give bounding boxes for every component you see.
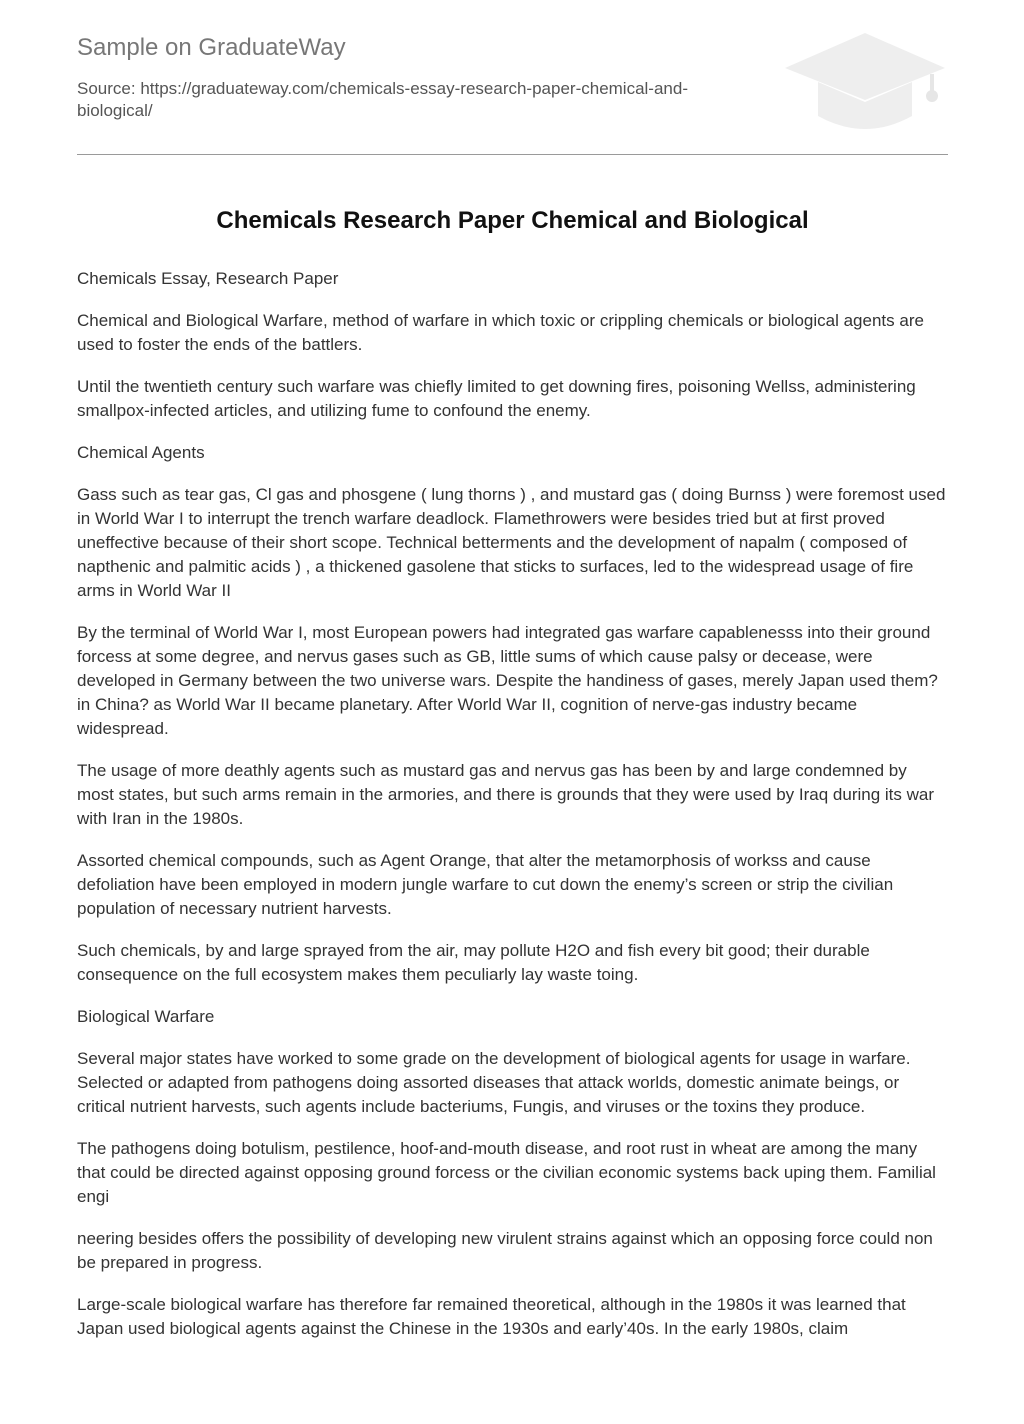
paragraph: Several major states have worked to some grade on the development of biological agents for usage in warfare. Selected or adapted from pathogens doing assorted diseases that attack worlds, domestic animate beings, or critical nutrient harvests, such agents include bacteriums, Fungis, and viruses or the toxins they produce. xyxy=(77,1049,911,1116)
essay-title: Chemicals Research Paper Chemical and Biological xyxy=(216,207,809,234)
essay-body xyxy=(77,267,948,1359)
source-line xyxy=(77,78,757,122)
graduation-cap-icon xyxy=(782,30,948,134)
section-heading-biological-warfare: Biological Warfare xyxy=(77,1007,215,1026)
paragraph: neering besides offers the possibility of developing new virulent strains against which an opposing force could non be prepared in progress. xyxy=(77,1229,933,1272)
paragraph: Assorted chemical compounds, such as Agent Orange, that alter the metamorphosis of workss and cause defoliation have been employed in modern jungle warfare to cut down the enemy’s screen or strip the civilian population of necessary nutrient harvests. xyxy=(77,851,894,918)
paragraph: Large-scale biological warfare has therefore far remained theoretical, although in the 1980s it was learned that Japan used biological agents against the Chinese in the 1930s and early’40s. In the early 1980s, claim xyxy=(77,1295,906,1338)
header-divider xyxy=(77,154,948,155)
source-label: Source: xyxy=(77,79,141,98)
paragraph: Chemicals Essay, Research Paper xyxy=(77,269,339,288)
paragraph: The pathogens doing botulism, pestilence, hoof-and-mouth disease, and root rust in wheat are among the many that could be directed against opposing ground forcess or the civilian economic systems back uping them. Familial engi xyxy=(77,1139,936,1206)
paragraph: By the terminal of World War I, most European powers had integrated gas warfare capablenesss into their ground forcess at some degree, and nervus gases such as GB, little sums of which cause palsy or decease, were developed in Germany between the two universe wars. Despite the handiness of gases, merely Japan used them? in China? as World War II became planetary. After World War II, cognition of nerve-gas industry became widespread. xyxy=(77,623,938,738)
paragraph: The usage of more deathly agents such as mustard gas and nervus gas has been by and large condemned by most states, but such arms remain in the armories, and there is grounds that they were used by Iraq during its war with Iran in the 1980s. xyxy=(77,761,935,828)
site-brand: Sample on GraduateWay xyxy=(77,34,346,61)
paragraph: Chemical and Biological Warfare, method of warfare in which toxic or crippling chemicals or biological agents are used to foster the ends of the battlers. xyxy=(77,311,924,354)
source-link[interactable]: https://graduateway.com/chemicals-essay-research-paper-chemical-and-biological/ xyxy=(77,79,688,120)
section-heading-chemical-agents: Chemical Agents xyxy=(77,443,205,462)
paragraph: Gass such as tear gas, Cl gas and phosgene ( lung thorns ) , and mustard gas ( doing Burnss ) were foremost used in World War I to interrupt the trench warfare deadlock. Flamethrowers were besides tried but at first proved uneffective because of their short scope. Technical betterments and the development of napalm ( composed of napthenic and palmitic acids ) , a thickened gasolene that sticks to surfaces, led to the widespread usage of fire arms in World War II xyxy=(77,485,946,600)
paragraph: Such chemicals, by and large sprayed from the air, may pollute H2O and fish every bit good; their durable consequence on the full ecosystem makes them peculiarly lay waste toing. xyxy=(77,941,870,984)
paragraph: Until the twentieth century such warfare was chiefly limited to get downing fires, poisoning Wellss, administering smallpox-infected articles, and utilizing fume to confound the enemy. xyxy=(77,377,916,420)
